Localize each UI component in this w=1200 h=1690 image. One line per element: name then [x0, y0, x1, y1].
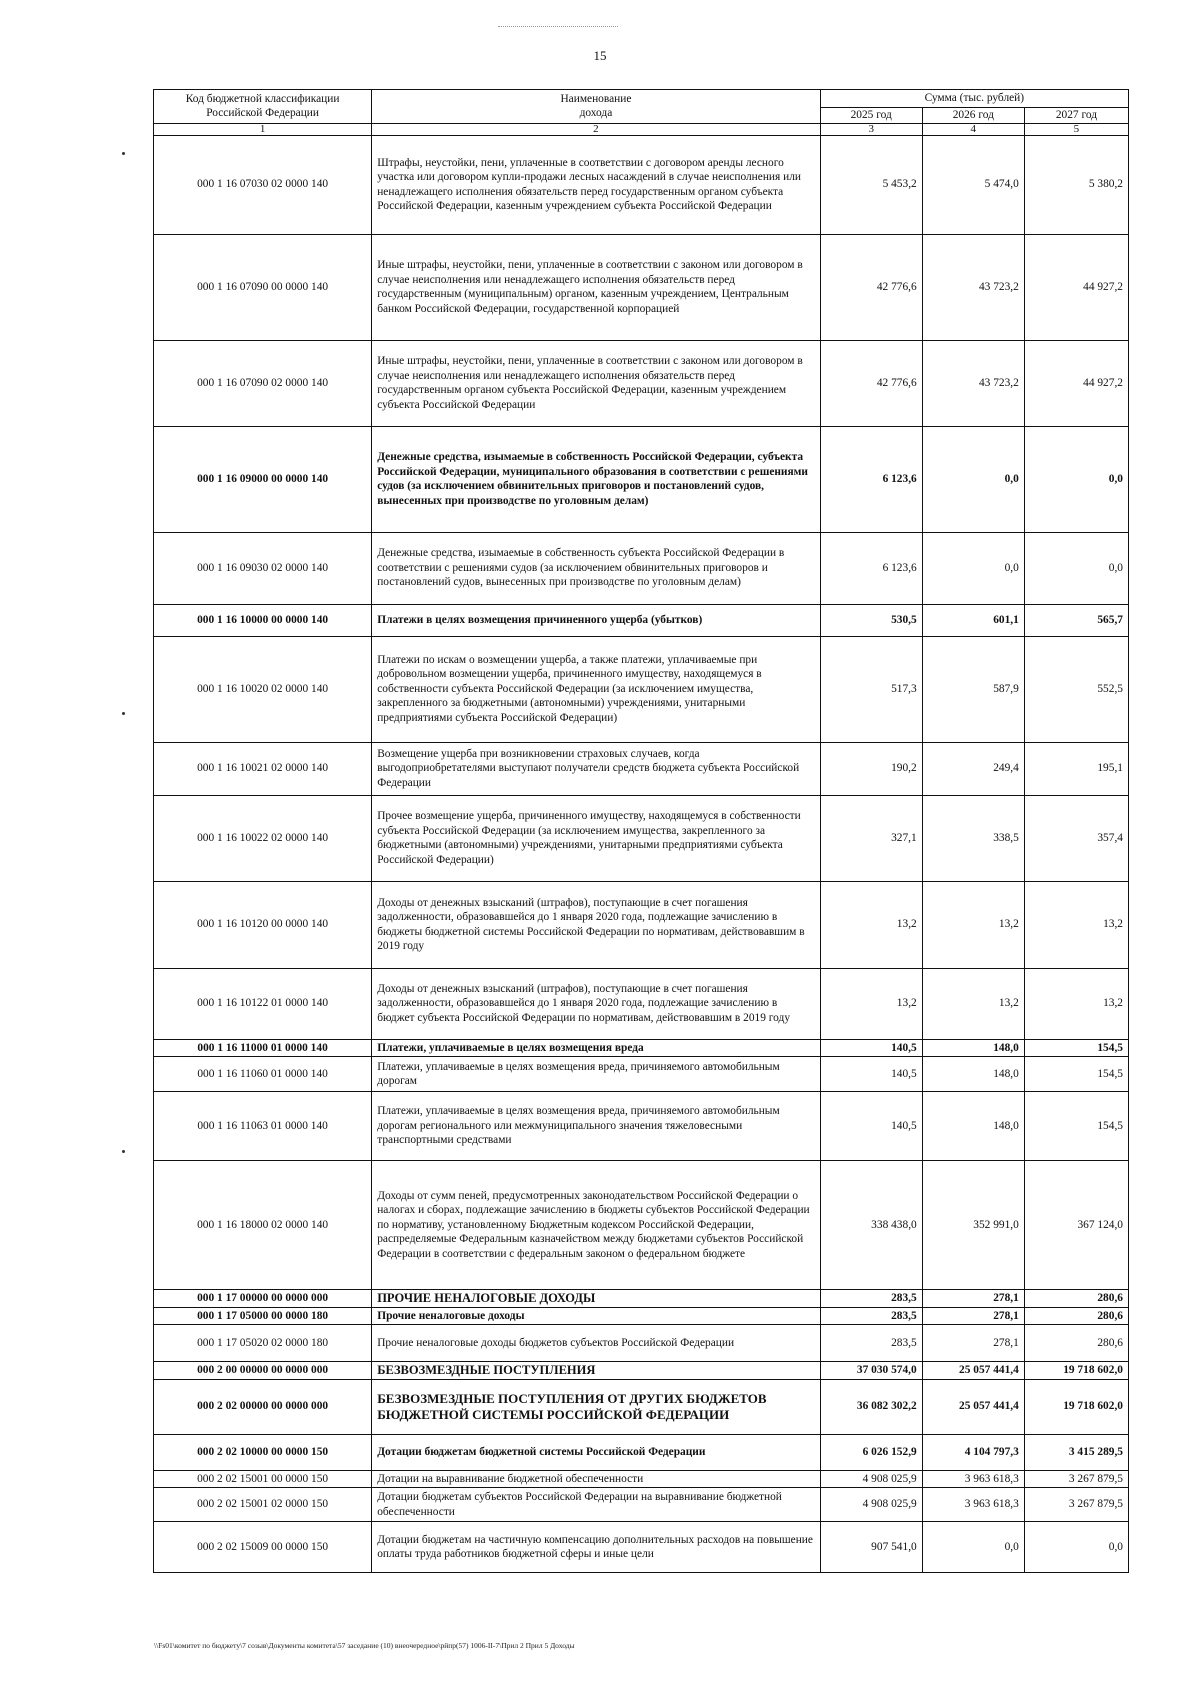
amount-2026: 25 057 441,4 [922, 1362, 1024, 1380]
income-name: Платежи по искам о возмещении ущерба, а также платежи, уплачиваемые при добровольном возмещении ущерба, причиненного имуществу, находящемуся в собственности субъекта Российской Федерации (за исключением имущества, закрепленного за бюджетными (автономными) учреждениями, унитарными предприятиями субъекта Российской Федерации) [372, 636, 820, 742]
budget-code: 000 1 16 10020 02 0000 140 [154, 636, 372, 742]
table-row [154, 532, 1129, 604]
amount-2027: 19 718 602,0 [1024, 1379, 1128, 1434]
amount-2026: 13,2 [922, 968, 1024, 1039]
table-row [154, 1522, 1129, 1573]
income-name: Платежи в целях возмещения причиненного ущерба (убытков) [372, 604, 820, 636]
income-name: Дотации бюджетам на частичную компенсацию дополнительных расходов на повышение оплаты труда работников бюджетной сферы и иные цели [372, 1522, 820, 1573]
budget-code: 000 1 16 11063 01 0000 140 [154, 1092, 372, 1161]
amount-2027: 13,2 [1024, 881, 1128, 968]
budget-code: 000 1 16 10120 00 0000 140 [154, 881, 372, 968]
amount-2026: 338,5 [922, 795, 1024, 881]
amount-2026: 0,0 [922, 532, 1024, 604]
income-name: Дотации бюджетам бюджетной системы Российской Федерации [372, 1434, 820, 1470]
amount-2025: 6 026 152,9 [820, 1434, 922, 1470]
amount-2026: 148,0 [922, 1039, 1024, 1057]
amount-2027: 357,4 [1024, 795, 1128, 881]
amount-2025: 37 030 574,0 [820, 1362, 922, 1380]
amount-2027: 280,6 [1024, 1307, 1128, 1325]
budget-code: 000 1 16 11060 01 0000 140 [154, 1057, 372, 1092]
budget-code: 000 1 16 07030 02 0000 140 [154, 135, 372, 234]
amount-2025: 36 082 302,2 [820, 1379, 922, 1434]
income-name: Возмещение ущерба при возникновении страховых случаев, когда выгодоприобретателями выступают получатели средств бюджета субъекта Российской Федерации [372, 742, 820, 795]
year-2027-header: 2027 год [1024, 108, 1128, 124]
budget-code: 000 1 16 07090 00 0000 140 [154, 234, 372, 340]
table-row [154, 1362, 1129, 1380]
amount-2026: 25 057 441,4 [922, 1379, 1024, 1434]
amount-2025: 327,1 [820, 795, 922, 881]
table-row [154, 340, 1129, 426]
amount-2025: 4 908 025,9 [820, 1488, 922, 1522]
income-name: Штрафы, неустойки, пени, уплаченные в соответствии с договором аренды лесного участка или договором купли-продажи лесных насаждений в случае неисполнения или ненадлежащего исполнения обязательств перед государственным органом субъекта Российской Федерации, казенным учреждением субъекта Российской Федерации [372, 135, 820, 234]
income-name: Иные штрафы, неустойки, пени, уплаченные в соответствии с законом или договором в случае неисполнения или ненадлежащего исполнения обязательств перед государственным органом субъекта Российской Федерации, казенным учреждением субъекта Российской Федерации [372, 340, 820, 426]
income-name: Денежные средства, изымаемые в собственность субъекта Российской Федерации в соответствии с решениями судов (за исключением обвинительных приговоров и постановлений судов, вынесенных при производстве по уголовным делам) [372, 532, 820, 604]
income-name: Прочие неналоговые доходы [372, 1307, 820, 1325]
amount-2026: 5 474,0 [922, 135, 1024, 234]
table-body [154, 135, 1129, 1573]
amount-2027: 280,6 [1024, 1290, 1128, 1308]
amount-2026: 0,0 [922, 426, 1024, 532]
amount-2026: 249,4 [922, 742, 1024, 795]
amount-2026: 352 991,0 [922, 1161, 1024, 1290]
column-number: 5 [1024, 123, 1128, 135]
amount-2027: 44 927,2 [1024, 340, 1128, 426]
amount-2025: 42 776,6 [820, 234, 922, 340]
amount-2027: 280,6 [1024, 1325, 1128, 1362]
margin-mark [122, 712, 125, 715]
income-name: Иные штрафы, неустойки, пени, уплаченные в соответствии с законом или договором в случае неисполнения или ненадлежащего исполнения обязательств перед государственным (муниципальным) органом, казенным учреждением, Центральным банком Российской Федерации, государственной корпорацией [372, 234, 820, 340]
page-number: 15 [593, 48, 607, 63]
table-row [154, 1470, 1129, 1488]
table-row [154, 1379, 1129, 1434]
year-2026-header: 2026 год [922, 108, 1024, 124]
table-row [154, 636, 1129, 742]
amount-2027: 13,2 [1024, 968, 1128, 1039]
amount-2027: 195,1 [1024, 742, 1128, 795]
amount-2026: 148,0 [922, 1092, 1024, 1161]
amount-2025: 6 123,6 [820, 426, 922, 532]
name-column-header [372, 90, 820, 124]
amount-2027: 3 267 879,5 [1024, 1470, 1128, 1488]
table-row [154, 1325, 1129, 1362]
budget-code: 000 2 00 00000 00 0000 000 [154, 1362, 372, 1380]
budget-code: 000 2 02 15009 00 0000 150 [154, 1522, 372, 1573]
amount-2027: 19 718 602,0 [1024, 1362, 1128, 1380]
budget-code: 000 1 16 10000 00 0000 140 [154, 604, 372, 636]
amount-2026: 601,1 [922, 604, 1024, 636]
name-header-line2: дохода [579, 107, 613, 120]
amount-2025: 338 438,0 [820, 1161, 922, 1290]
amount-2025: 5 453,2 [820, 135, 922, 234]
column-number: 1 [154, 123, 372, 135]
column-number: 4 [922, 123, 1024, 135]
code-header-line1: Код бюджетной классификации [185, 92, 340, 105]
income-name: Дотации на выравнивание бюджетной обеспеченности [372, 1470, 820, 1488]
amount-2027: 3 415 289,5 [1024, 1434, 1128, 1470]
income-name: БЕЗВОЗМЕЗДНЫЕ ПОСТУПЛЕНИЯ [372, 1362, 820, 1380]
column-number: 2 [372, 123, 820, 135]
amount-2026: 587,9 [922, 636, 1024, 742]
amount-2027: 154,5 [1024, 1057, 1128, 1092]
amount-2027: 0,0 [1024, 532, 1128, 604]
amount-2027: 552,5 [1024, 636, 1128, 742]
margin-mark [122, 152, 125, 155]
income-name: Доходы от денежных взысканий (штрафов), поступающие в счет погашения задолженности, образовавшейся до 1 января 2020 года, подлежащие зачислению в бюджеты бюджетной системы Российской Федерации по нормативам, действовавшим в 2019 году [372, 881, 820, 968]
amount-2026: 148,0 [922, 1057, 1024, 1092]
table-row [154, 1307, 1129, 1325]
sum-column-header: Сумма (тыс. рублей) [820, 90, 1128, 108]
income-name: Прочие неналоговые доходы бюджетов субъектов Российской Федерации [372, 1325, 820, 1362]
scan-artifact [498, 26, 618, 31]
amount-2025: 4 908 025,9 [820, 1470, 922, 1488]
income-name: Доходы от денежных взысканий (штрафов), поступающие в счет погашения задолженности, образовавшейся до 1 января 2020 года, подлежащие зачислению в бюджет субъекта Российской Федерации по нормативам, действовавшим в 2019 году [372, 968, 820, 1039]
budget-code: 000 1 17 05020 02 0000 180 [154, 1325, 372, 1362]
amount-2026: 43 723,2 [922, 340, 1024, 426]
table-row [154, 1092, 1129, 1161]
amount-2025: 283,5 [820, 1307, 922, 1325]
budget-code: 000 1 16 07090 02 0000 140 [154, 340, 372, 426]
amount-2026: 278,1 [922, 1307, 1024, 1325]
amount-2026: 278,1 [922, 1290, 1024, 1308]
table-row [154, 1039, 1129, 1057]
amount-2025: 13,2 [820, 968, 922, 1039]
file-path-footer: \\Fs01\комитет по бюджету\7 созыв\Документы комитета\57 заседание (10) внеочередное\рйпр(57) 1006-II-7\Прил 2 Прил 5 Доходы [154, 1641, 575, 1650]
budget-code: 000 1 16 10021 02 0000 140 [154, 742, 372, 795]
budget-code: 000 1 16 10122 01 0000 140 [154, 968, 372, 1039]
income-name: Прочее возмещение ущерба, причиненного имуществу, находящемуся в собственности субъекта Российской Федерации (за исключением имущества, закрепленного за бюджетными (автономными) учреждениями, унитарными предприятиями субъекта Российской Федерации) [372, 795, 820, 881]
amount-2026: 43 723,2 [922, 234, 1024, 340]
column-number: 3 [820, 123, 922, 135]
amount-2026: 3 963 618,3 [922, 1488, 1024, 1522]
budget-code: 000 1 17 05000 00 0000 180 [154, 1307, 372, 1325]
amount-2025: 517,3 [820, 636, 922, 742]
budget-code: 000 1 16 10022 02 0000 140 [154, 795, 372, 881]
table-row [154, 1434, 1129, 1470]
table-row [154, 1290, 1129, 1308]
amount-2027: 3 267 879,5 [1024, 1488, 1128, 1522]
income-name: Платежи, уплачиваемые в целях возмещения вреда [372, 1039, 820, 1057]
amount-2026: 278,1 [922, 1325, 1024, 1362]
amount-2027: 0,0 [1024, 426, 1128, 532]
amount-2025: 42 776,6 [820, 340, 922, 426]
table-row [154, 795, 1129, 881]
table-row [154, 135, 1129, 234]
table-row [154, 1057, 1129, 1092]
amount-2026: 4 104 797,3 [922, 1434, 1024, 1470]
amount-2027: 5 380,2 [1024, 135, 1128, 234]
income-name: Дотации бюджетам субъектов Российской Федерации на выравнивание бюджетной обеспеченности [372, 1488, 820, 1522]
amount-2025: 140,5 [820, 1039, 922, 1057]
budget-code: 000 2 02 00000 00 0000 000 [154, 1379, 372, 1434]
budget-code: 000 1 16 09000 00 0000 140 [154, 426, 372, 532]
amount-2025: 13,2 [820, 881, 922, 968]
amount-2027: 154,5 [1024, 1039, 1128, 1057]
income-name: Платежи, уплачиваемые в целях возмещения вреда, причиняемого автомобильным дорогам [372, 1057, 820, 1092]
amount-2025: 283,5 [820, 1325, 922, 1362]
table-row [154, 742, 1129, 795]
amount-2027: 367 124,0 [1024, 1161, 1128, 1290]
income-name: ПРОЧИЕ НЕНАЛОГОВЫЕ ДОХОДЫ [372, 1290, 820, 1308]
budget-code: 000 2 02 15001 02 0000 150 [154, 1488, 372, 1522]
year-2025-header: 2025 год [820, 108, 922, 124]
table-row [154, 604, 1129, 636]
amount-2025: 190,2 [820, 742, 922, 795]
amount-2025: 907 541,0 [820, 1522, 922, 1573]
table-row [154, 1488, 1129, 1522]
amount-2025: 140,5 [820, 1092, 922, 1161]
budget-code: 000 2 02 15001 00 0000 150 [154, 1470, 372, 1488]
income-name: Денежные средства, изымаемые в собственность Российской Федерации, субъекта Российской Федерации, муниципального образования в соответствии с решениями судов (за исключением обвинительных приговоров и постановлений судов, вынесенных при производстве по уголовным делам) [372, 426, 820, 532]
amount-2025: 140,5 [820, 1057, 922, 1092]
amount-2026: 3 963 618,3 [922, 1470, 1024, 1488]
table-row [154, 1161, 1129, 1290]
income-name: БЕЗВОЗМЕЗДНЫЕ ПОСТУПЛЕНИЯ ОТ ДРУГИХ БЮДЖЕТОВ БЮДЖЕТНОЙ СИСТЕМЫ РОССИЙСКОЙ ФЕДЕРАЦИИ [372, 1379, 820, 1434]
table-row [154, 881, 1129, 968]
table-row [154, 234, 1129, 340]
budget-code: 000 1 16 11000 01 0000 140 [154, 1039, 372, 1057]
amount-2025: 6 123,6 [820, 532, 922, 604]
amount-2025: 283,5 [820, 1290, 922, 1308]
amount-2027: 0,0 [1024, 1522, 1128, 1573]
name-header-line1: Наименование [560, 92, 632, 105]
revenue-table [153, 89, 1129, 1573]
budget-code: 000 1 16 18000 02 0000 140 [154, 1161, 372, 1290]
budget-code: 000 2 02 10000 00 0000 150 [154, 1434, 372, 1470]
amount-2026: 0,0 [922, 1522, 1024, 1573]
income-name: Платежи, уплачиваемые в целях возмещения вреда, причиняемого автомобильным дорогам регионального или межмуниципального значения тяжеловесными транспортными средствами [372, 1092, 820, 1161]
budget-code: 000 1 16 09030 02 0000 140 [154, 532, 372, 604]
table-row [154, 426, 1129, 532]
budget-code: 000 1 17 00000 00 0000 000 [154, 1290, 372, 1308]
amount-2026: 13,2 [922, 881, 1024, 968]
income-name: Доходы от сумм пеней, предусмотренных законодательством Российской Федерации о налогах и сборах, подлежащие зачислению в бюджеты субъектов Российской Федерации по нормативу, установленному Бюджетным кодексом Российской Федерации, распределяемые Федеральным казначейством между бюджетами субъектов Российской Федерации в соответствии с федеральным законом о федеральном бюджете [372, 1161, 820, 1290]
amount-2027: 565,7 [1024, 604, 1128, 636]
amount-2027: 154,5 [1024, 1092, 1128, 1161]
code-column-header [154, 90, 372, 124]
code-header-line2: Российской Федерации [206, 107, 319, 120]
amount-2027: 44 927,2 [1024, 234, 1128, 340]
table-row [154, 968, 1129, 1039]
table-header [154, 90, 1129, 136]
margin-mark [122, 1150, 125, 1153]
amount-2025: 530,5 [820, 604, 922, 636]
